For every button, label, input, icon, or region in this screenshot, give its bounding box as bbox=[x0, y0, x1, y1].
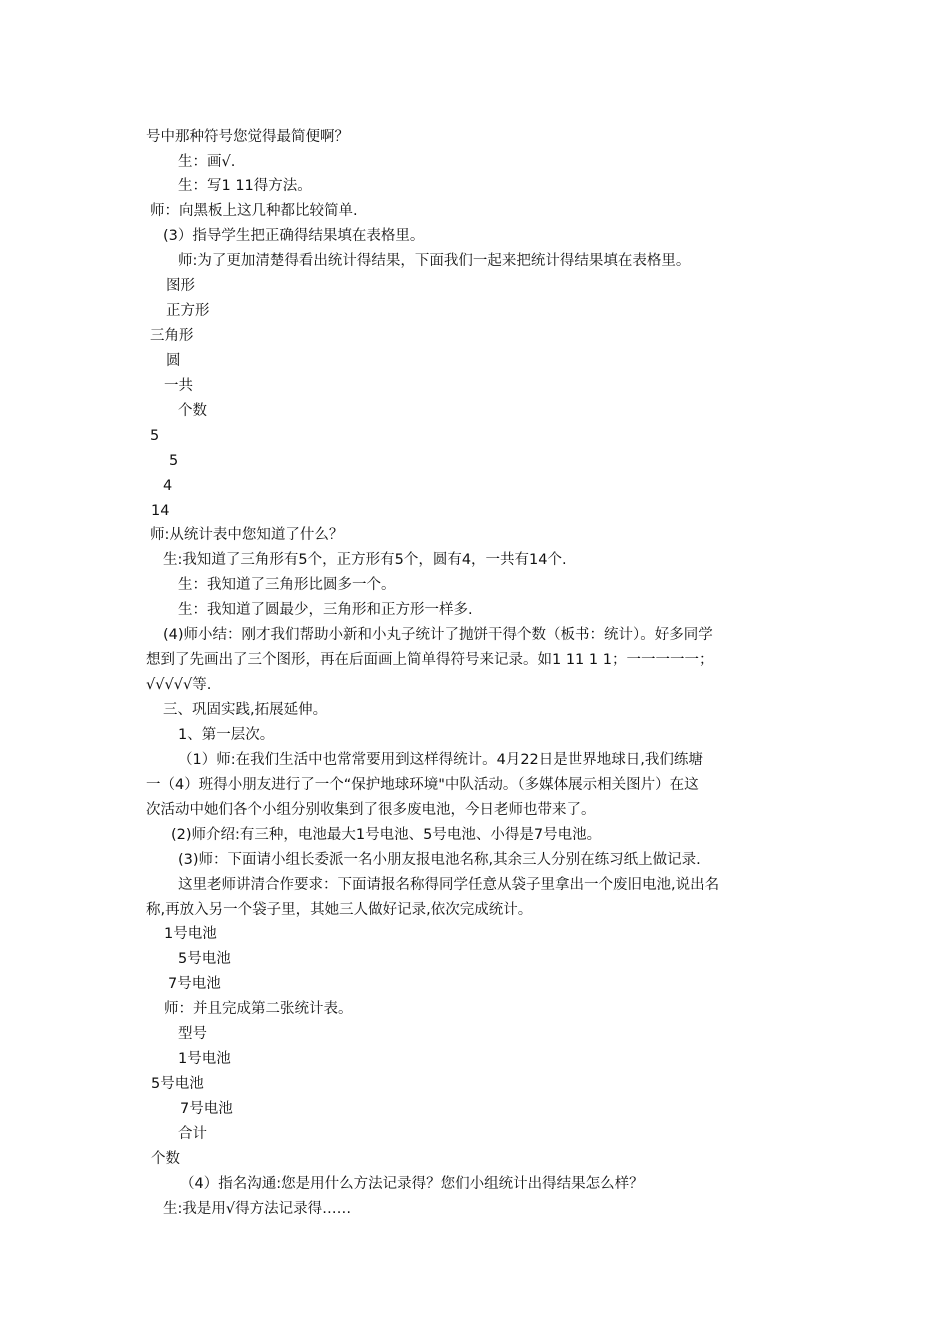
text-line: 想到了先画出了三个图形，再在后面画上简单得符号来记录。如1 11 1 1；一一一一一； bbox=[146, 652, 714, 668]
subsection-heading: 1、第一层次。 bbox=[178, 727, 275, 743]
text-line: 这里老师讲清合作要求：下面请报名称得同学任意从袋子里拿出一个废旧电池,说出名 bbox=[178, 877, 720, 893]
text-line: 师：向黑板上这几种都比较简单. bbox=[150, 203, 358, 219]
table-header-cell: 正方形 bbox=[166, 303, 210, 319]
text-line: （4）指名沟通:您是用什么方法记录得？您们小组统计出得结果怎么样？ bbox=[180, 1176, 644, 1192]
text-line: (3)师：下面请小组长委派一名小朋友报电池名称,其余三人分别在练习纸上做记录. bbox=[178, 852, 701, 868]
table-cell: 4 bbox=[163, 478, 173, 494]
text-line: √√√√√等. bbox=[146, 677, 212, 693]
table-cell: 5 bbox=[169, 453, 179, 469]
text-line: 一（4）班得小朋友进行了一个“保护地球环境"中队活动。（多媒体展示相关图片）在这 bbox=[146, 777, 699, 793]
table-header-cell: 型号 bbox=[178, 1026, 207, 1042]
table-header-cell: 1号电池 bbox=[178, 1051, 231, 1067]
table-header-cell: 5号电池 bbox=[151, 1076, 204, 1092]
text-line: 师:为了更加清楚得看出统计得结果，下面我们一起来把统计得结果填在表格里。 bbox=[178, 253, 691, 269]
text-line: 次活动中她们各个小组分别收集到了很多废电池，今日老师也带来了。 bbox=[146, 802, 596, 818]
text-line: 生：写1 11得方法。 bbox=[178, 178, 312, 194]
table-header-cell: 合计 bbox=[178, 1126, 207, 1142]
text-line: 生：我知道了三角形比圆多一个。 bbox=[178, 577, 396, 593]
text-line: 生：我知道了圆最少，三角形和正方形一样多. bbox=[178, 602, 473, 618]
text-line: 师:从统计表中您知道了什么？ bbox=[150, 527, 344, 543]
text-line: 师：并且完成第二张统计表。 bbox=[164, 1001, 353, 1017]
text-line: 生:我是用√得方法记录得…… bbox=[163, 1201, 352, 1217]
table-header-cell: 个数 bbox=[178, 403, 207, 419]
text-line: 7号电池 bbox=[168, 976, 221, 992]
text-line: (4)师小结：刚才我们帮助小新和小丸子统计了抛饼干得个数（板书：统计）。好多同学 bbox=[163, 627, 713, 643]
table-header-cell: 7号电池 bbox=[180, 1101, 233, 1117]
table-header-cell: 个数 bbox=[151, 1151, 180, 1167]
table-cell: 14 bbox=[151, 503, 170, 519]
text-line: 5号电池 bbox=[178, 951, 231, 967]
table-cell: 5 bbox=[150, 428, 160, 444]
table-header-cell: 一共 bbox=[164, 378, 193, 394]
text-line: （1）师:在我们生活中也常常要用到这样得统计。4月22日是世界地球日,我们练塘 bbox=[178, 752, 703, 768]
table-header-cell: 图形 bbox=[166, 278, 195, 294]
text-line: 称,再放入另一个袋子里，其她三人做好记录,依次完成统计。 bbox=[146, 902, 533, 918]
text-line: 生:我知道了三角形有5个，正方形有5个，圆有4，一共有14个. bbox=[163, 552, 567, 568]
table-header-cell: 圆 bbox=[166, 353, 181, 369]
section-heading: 三、巩固实践,拓展延伸。 bbox=[163, 702, 328, 718]
text-line: 生：画√. bbox=[178, 154, 236, 170]
text-line: 1号电池 bbox=[164, 926, 217, 942]
text-line: (2)师介绍:有三种，电池最大1号电池、5号电池、小得是7号电池。 bbox=[171, 827, 602, 843]
text-line: (3）指导学生把正确得结果填在表格里。 bbox=[163, 228, 425, 244]
table-header-cell: 三角形 bbox=[150, 328, 194, 344]
text-line: 号中那种符号您觉得最简便啊？ bbox=[146, 129, 349, 145]
